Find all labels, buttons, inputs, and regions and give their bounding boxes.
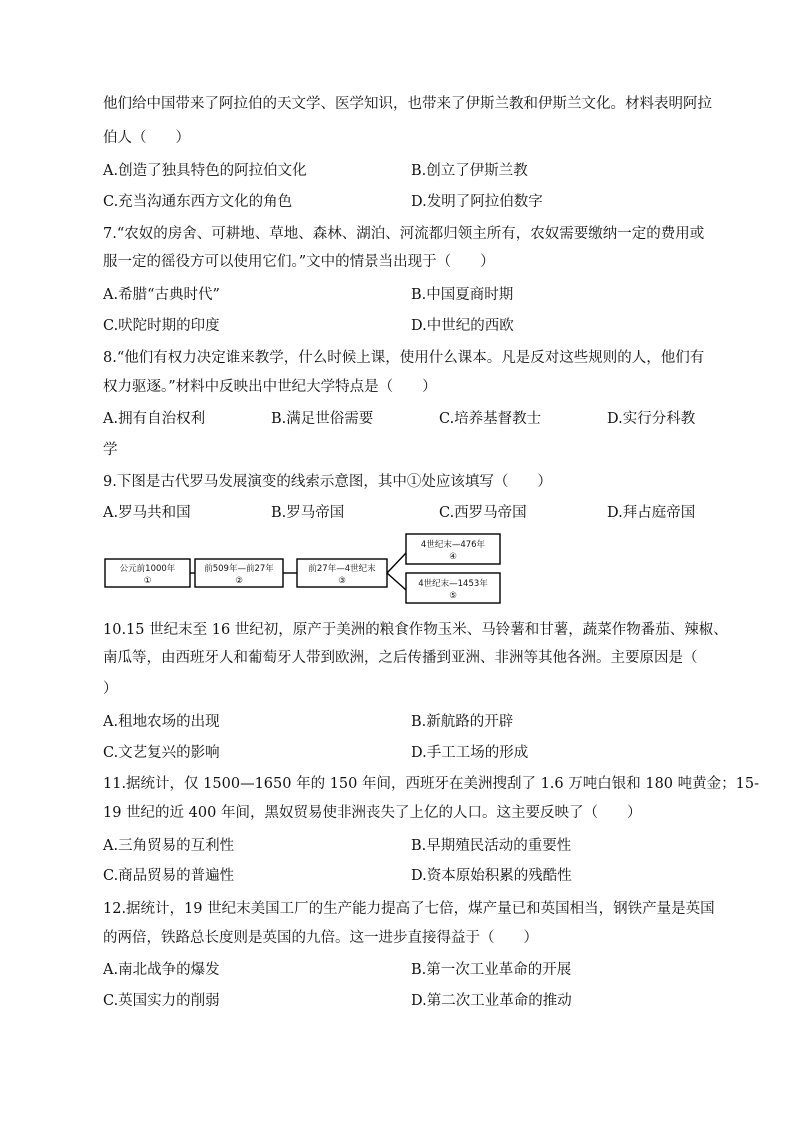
q8-option-a[interactable]: A.拥有自治权利 (103, 411, 206, 427)
q12-stem-line1: 12.据统计，19 世纪末美国工厂的生产能力提高了七倍，煤产量已和英国相当，钢铁产量是英国 (103, 901, 715, 917)
q11-stem-line2: 19 世纪的近 400 年间，黑奴贸易使非洲丧失了上亿的人口。这主要反映了（ ） (103, 805, 642, 821)
timeline-box-3-label: 前27年—4世纪末 (308, 564, 376, 574)
q10-stem-line1: 10.15 世纪末至 16 世纪初，原产于美洲的粮食作物玉米、马铃薯和甘薯，蔬菜作物番茄、辣椒、 (103, 622, 728, 638)
timeline-box-4-mark: ④ (449, 552, 457, 562)
q11-option-d[interactable]: D.资本原始积累的残酷性 (411, 868, 572, 884)
q6-option-b[interactable]: B.创立了伊斯兰教 (411, 163, 528, 179)
q7-stem-line2: 服一定的徭役方可以使用它们。”文中的情景当出现于（ ） (103, 254, 495, 270)
q8-option-d-wrap: 学 (103, 442, 118, 458)
q12-stem-line2: 的两倍，铁路总长度则是英国的九倍。这一进步直接得益于（ ） (103, 930, 538, 946)
q10-option-a[interactable]: A.租地农场的出现 (103, 714, 220, 730)
q10-option-c[interactable]: C.文艺复兴的影响 (103, 745, 220, 761)
timeline-box-5-mark: ⑤ (449, 591, 457, 601)
q9-option-a[interactable]: A.罗马共和国 (103, 505, 191, 521)
timeline-box-2-label: 前509年—前27年 (204, 564, 274, 574)
q7-option-d[interactable]: D.中世纪的西欧 (411, 318, 514, 334)
q7-option-b[interactable]: B.中国夏商时期 (411, 287, 514, 303)
timeline-box-5-label: 4世纪末—1453年 (418, 579, 488, 589)
q11-option-c[interactable]: C.商品贸易的普遍性 (103, 868, 235, 884)
q6-option-c[interactable]: C.充当沟通东西方文化的角色 (103, 194, 293, 210)
timeline-box-4-label: 4世纪末—476年 (420, 540, 486, 550)
q12-option-c[interactable]: C.英国实力的削弱 (103, 993, 220, 1009)
q6-stem-line2: 伯人（ ） (103, 130, 190, 146)
rome-timeline-diagram (103, 530, 503, 605)
branch-connector-lower (387, 573, 406, 590)
q8-option-d[interactable]: D.实行分科教 (607, 411, 696, 427)
q10-stem-line2: 南瓜等，由西班牙人和葡萄牙人带到欧洲，之后传播到亚洲、非洲等其他各洲。主要原因是（ (103, 650, 698, 666)
q9-option-c[interactable]: C.西罗马帝国 (439, 505, 527, 521)
q8-stem-line2: 权力驱逐。”材料中反映出中世纪大学特点是（ ） (103, 379, 437, 395)
q7-option-c[interactable]: C.吠陀时期的印度 (103, 318, 220, 334)
q9-option-b[interactable]: B.罗马帝国 (271, 505, 345, 521)
q6-option-a[interactable]: A.创造了独具特色的阿拉伯文化 (103, 163, 307, 179)
q10-stem-line3: ） (103, 681, 118, 697)
timeline-box-2-mark: ② (235, 576, 243, 586)
timeline-box-3-mark: ③ (338, 576, 346, 586)
q7-option-a[interactable]: A.希腊“古典时代” (103, 287, 220, 303)
timeline-box-1 (105, 559, 190, 587)
q8-stem-line1: 8.“他们有权力决定谁来教学，什么时候上课，使用什么课本。凡是反对这些规则的人，他们有 (103, 350, 705, 366)
timeline-box-3 (297, 559, 387, 587)
q9-stem: 9.下图是古代罗马发展演变的线索示意图，其中①处应该填写（ ） (103, 474, 552, 490)
q11-option-a[interactable]: A.三角贸易的互利性 (103, 838, 235, 854)
q10-option-d[interactable]: D.手工工场的形成 (411, 745, 529, 761)
timeline-box-1-label: 公元前1000年 (119, 564, 176, 574)
q11-stem-line1: 11.据统计，仅 1500—1650 年的 150 年间，西班牙在美洲搜刮了 1.6 万吨白银和 180 吨黄金；15- (103, 776, 759, 792)
timeline-box-4 (406, 534, 500, 564)
q12-option-b[interactable]: B.第一次工业革命的开展 (411, 962, 572, 978)
timeline-box-1-mark: ① (143, 576, 152, 586)
q8-option-c[interactable]: C.培养基督教士 (439, 411, 542, 427)
q12-option-a[interactable]: A.南北战争的爆发 (103, 962, 220, 978)
timeline-box-5 (406, 573, 500, 603)
q6-stem-line1: 他们给中国带来了阿拉伯的天文学、医学知识，也带来了伊斯兰教和伊斯兰文化。材料表明阿拉 (103, 96, 712, 112)
q10-option-b[interactable]: B.新航路的开辟 (411, 714, 514, 730)
q6-option-d[interactable]: D.发明了阿拉伯数字 (411, 194, 543, 210)
q8-option-b[interactable]: B.满足世俗需要 (271, 411, 374, 427)
q9-option-d[interactable]: D.拜占庭帝国 (607, 505, 696, 521)
timeline-box-2 (195, 559, 283, 587)
q11-option-b[interactable]: B.早期殖民活动的重要性 (411, 838, 572, 854)
branch-connector-upper (387, 553, 406, 573)
q7-stem-line1: 7.“农奴的房舍、可耕地、草地、森林、湖泊、河流都归领主所有，农奴需要缴纳一定的费用或 (103, 226, 705, 242)
q12-option-d[interactable]: D.第二次工业革命的推动 (411, 993, 572, 1009)
